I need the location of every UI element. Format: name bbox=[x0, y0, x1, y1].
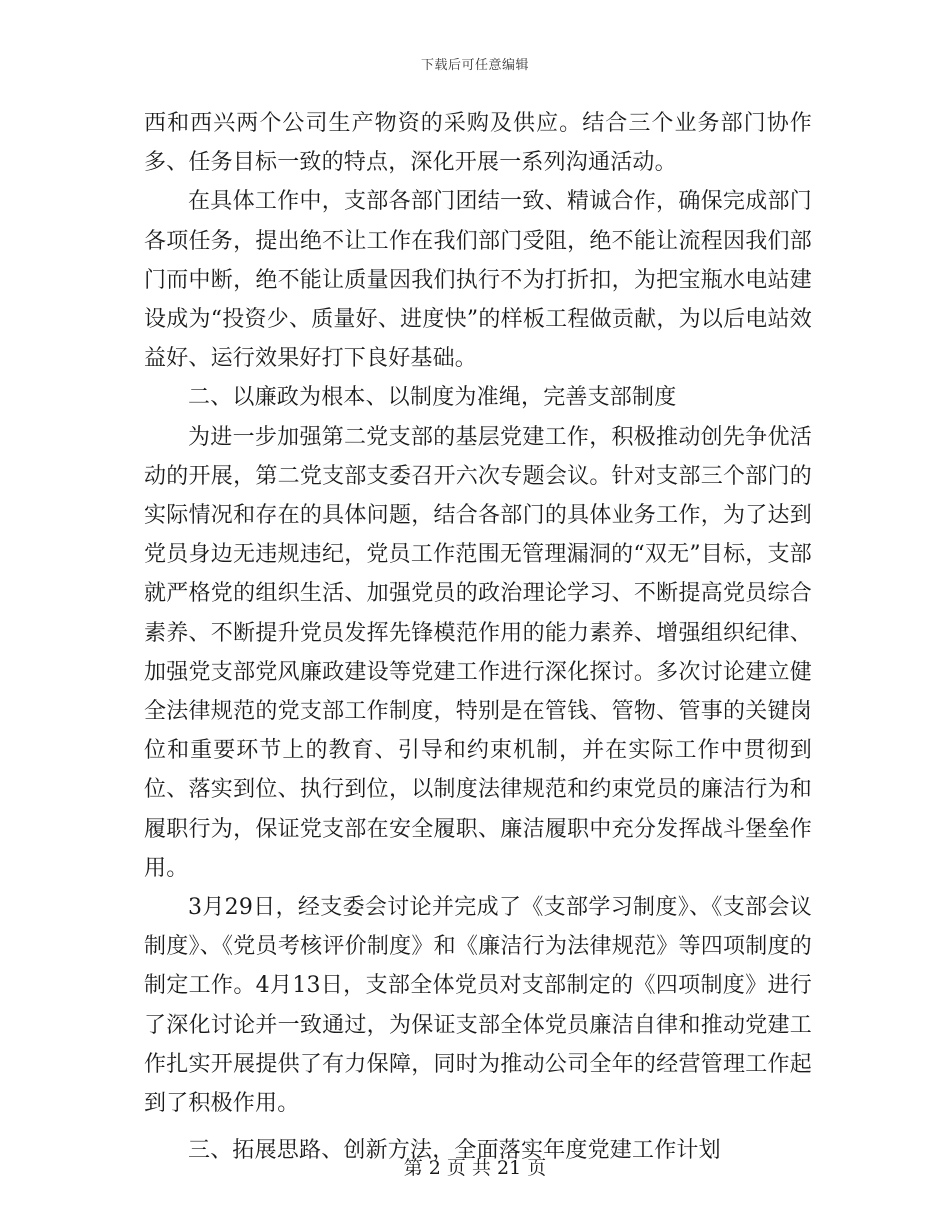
paragraph-continuation: 西和西兴两个公司生产物资的采购及供应。结合三个业务部门协作多、任务目标一致的特点，深化开展一系列沟通活动。 bbox=[144, 111, 812, 176]
page-header-note: 下载后可任意编辑 bbox=[420, 58, 529, 73]
paragraph-four-systems: 3月29日，经支委会讨论并完成了《支部学习制度》、《支部会议制度》、《党员考核评价制度》和《廉洁行为法律规范》等四项制度的制定工作。4月13日，支部全体党员对支部制定的《四项制度》进行了深化讨论并一致通过，为保证支部全体党员廉洁自律和推动党建工作扎实开展提供了有力保障，同时为推动公司全年的经营管理工作起到了积极作用。 bbox=[144, 895, 812, 1117]
paragraph-work-details: 在具体工作中，支部各部门团结一致、精诚合作，确保完成部门各项任务，提出绝不让工作在我们部门受阻，绝不能让流程因我们部门而中断，绝不能让质量因我们执行不为打折扣，为把宝瓶水电站建设成为“投资少、质量好、进度快”的样板工程做贡献，为以后电站效益好、运行效果好打下良好基础。 bbox=[144, 189, 812, 372]
document-body bbox=[144, 104, 812, 1170]
page-number-footer: 第 2 页 共 21 页 bbox=[403, 1157, 547, 1179]
section-heading-2: 二、以廉政为根本、以制度为准绳，完善支部制度 bbox=[188, 385, 677, 411]
section-heading-3: 三、拓展思路、创新方法，全面落实年度党建工作计划 bbox=[188, 1138, 721, 1164]
paragraph-party-building: 为进一步加强第二党支部的基层党建工作，积极推动创先争优活动的开展，第二党支部支委召开六次专题会议。针对支部三个部门的实际情况和存在的具体问题，结合各部门的具体业务工作，为了达到党员身边无违规违纪，党员工作范围无管理漏洞的“双无”目标，支部就严格党的组织生活、加强党员的政治理论学习、不断提高党员综合素养、不断提升党员发挥先锋模范作用的能力素养、增强组织纪律、加强党支部党风廉政建设等党建工作进行深化探讨。多次讨论建立健全法律规范的党支部工作制度，特别是在管钱、管物、管事的关键岗位和重要环节上的教育、引导和约束机制，并在实际工作中贯彻到位、落实到位、执行到位，以制度法律规范和约束党员的廉洁行为和履职行为，保证党支部在安全履职、廉洁履职中充分发挥战斗堡垒作用。 bbox=[144, 424, 812, 881]
